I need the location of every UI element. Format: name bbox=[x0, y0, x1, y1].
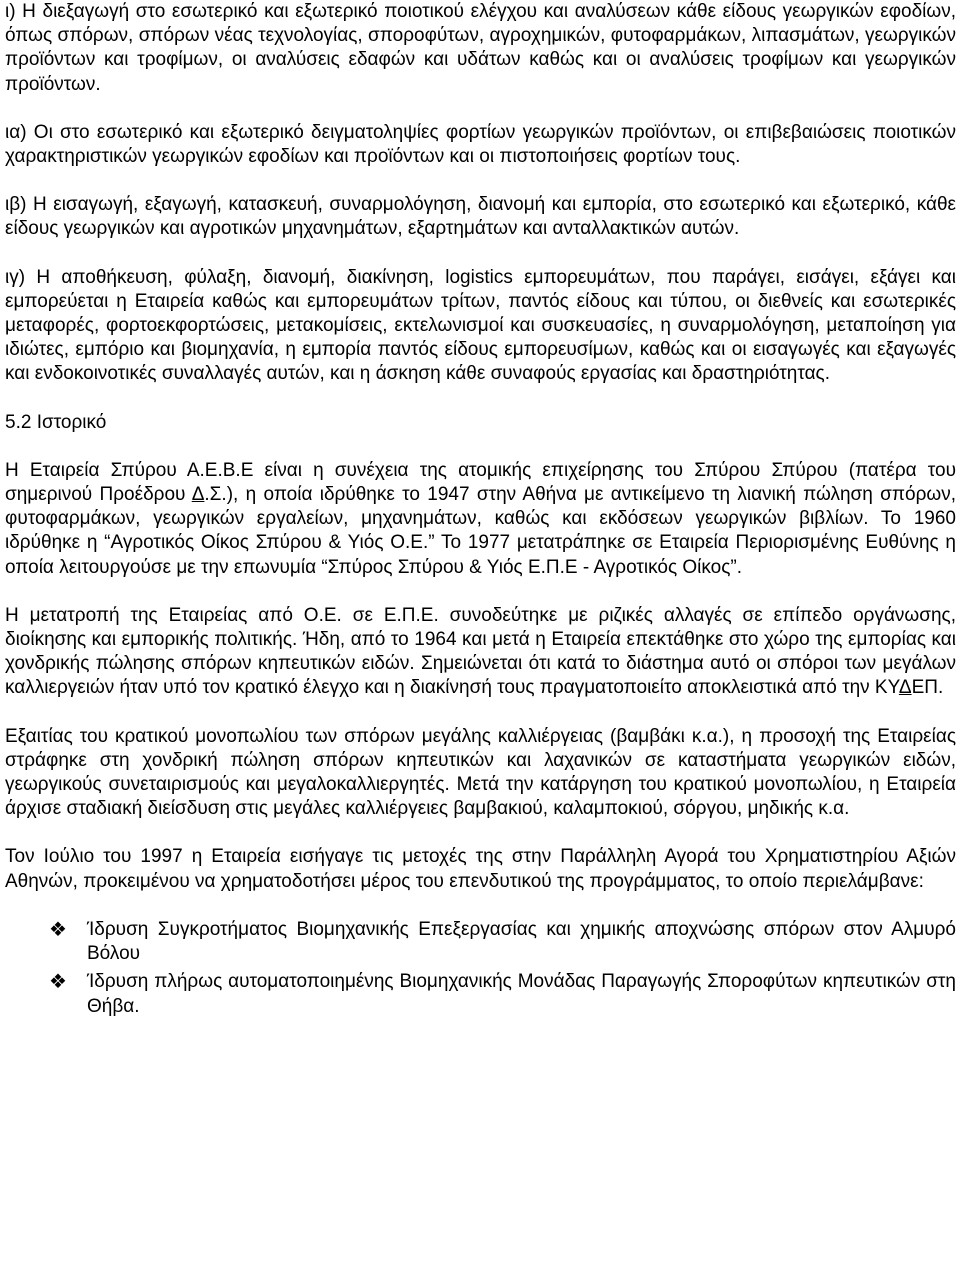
bullet-list bbox=[5, 918, 956, 1019]
history-paragraph-3: Εξαιτίας του κρατικού μονοπωλίου των σπόρων μεγάλης καλλιέργειας (βαμβάκι κ.α.), η προσοχή της Εταιρείας στράφηκε στη χονδρική πώληση σπόρων κηπευτικών και λαχανικών σε καταστήματα γεωργικών ειδών, γεωργικούς συνεταιρισμούς και μεγαλοκαλλιεργητές. Μετά την κατάργηση του κρατικού μονοπωλίου, η Εταιρεία άρχισε σταδιακή διείσδυση στις μεγάλες καλλιέργειες βαμβακιού, καλαμποκιού, σόργου, μηδικής κ.α. bbox=[5, 725, 956, 820]
section-heading-history: 5.2 Ιστορικό bbox=[5, 411, 107, 433]
list-item bbox=[5, 918, 956, 966]
diamond-bullet-icon: ❖ bbox=[49, 971, 67, 994]
paragraph-ib: ιβ) Η εισαγωγή, εξαγωγή, κατασκευή, συναρμολόγηση, διανομή και εμπορία, στο εσωτερικό και εξωτερικό, κάθε είδους γεωργικών και αγροτικών μηχανημάτων, εξαρτημάτων και ανταλλακτικών αυτών. bbox=[5, 194, 956, 240]
document-page bbox=[5, 0, 956, 1023]
paragraph-ia: ια) Οι στο εσωτερικό και εξωτερικό δειγματοληψίες φορτίων γεωργικών προϊόντων, οι επιβεβαιώσεις ποιοτικών χαρακτηριστικών γεωργικών εφοδίων και προϊόντων και οι πιστοποιήσεις φορτίων τους. bbox=[5, 121, 956, 168]
history-p1-text-b: .Σ.), η οποία ιδρύθηκε το 1947 στην Αθήνα με αντικείμενο τη λιανική πώληση σπόρων, φυτοφαρμάκων, γεωργικών εργαλείων, μηχανημάτων, καθώς και εκδόσεων γεωργικών βιβλίων. Το 1960 ιδρύθηκε η “Αγροτικός Οίκος Σπύρου & Υιός Ο.Ε.” Το 1977 μετατράπηκε σε Εταιρεία Περιορισμένης Ευθύνης η οποία λειτουργούσε με την επωνυμία “Σπύρος Σπύρου & Υιός Ε.Π.Ε - Αγροτικός Οίκος”. bbox=[5, 484, 956, 578]
list-item bbox=[5, 970, 956, 1018]
diamond-bullet-icon: ❖ bbox=[49, 918, 67, 941]
history-p2-text-b: ΕΠ. bbox=[911, 677, 944, 699]
history-p1-underlined-letter: Δ bbox=[191, 484, 205, 506]
history-paragraph-2 bbox=[5, 604, 956, 701]
history-p2-underlined-letter: Δ bbox=[898, 677, 912, 699]
history-paragraph-4: Τον Ιούλιο του 1997 η Εταιρεία εισήγαγε τις μετοχές της στην Παράλληλη Αγορά του Χρηματιστηρίου Αξιών Αθηνών, προκειμένου να χρηματοδοτήσει μέρος του επενδυτικού της προγράμματος, το οποίο περιελάμβανε: bbox=[5, 846, 956, 892]
list-item-text: Ίδρυση Συγκροτήματος Βιομηχανικής Επεξεργασίας και χημικής αποχνώσης σπόρων στον Αλμυρό Βόλου bbox=[87, 918, 956, 965]
history-paragraph-1 bbox=[5, 459, 956, 580]
history-p2-text-a: Η μετατροπή της Εταιρείας από Ο.Ε. σε Ε.Π.Ε. συνοδεύτηκε με ριζικές αλλαγές σε επίπεδο οργάνωσης, διοίκησης και εμπορικής πολιτικής. Ήδη, από το 1964 και μετά η Εταιρεία επεκτάθηκε στο χώρο της εμπορίας και χονδρικής πώλησης σπόρων κηπευτικών ειδών. Σημειώνεται ότι κατά το διάστημα αυτό οι σπόροι των μεγάλων καλλιεργειών ήταν υπό τον κρατικό έλεγχο και η διακίνησή τους πραγματοποιείτο αποκλειστικά από την ΚΥ bbox=[5, 604, 956, 699]
history-p1-text-a: Η Εταιρεία Σπύρου Α.Ε.Β.Ε είναι η συνέχεια της ατομικής επιχείρησης του Σπύρου Σπύρου (πατέρα του σημερινού Προέδρου bbox=[5, 459, 956, 506]
paragraph-ig: ιγ) Η αποθήκευση, φύλαξη, διανομή, διακίνηση, logistics εμπορευμάτων, που παράγει, εισάγει, εξάγει και εμπορεύεται η Εταιρεία καθώς και εμπορευμάτων τρίτων, παντός είδους και τύπου, οι διεθνείς και εσωτερικές μεταφορές, φορτοεκφορτώσεις, μετακομίσεις, εκτελωνισμοί και συσκευασίες, η συναρμολόγηση, μεταποίηση για ιδιώτες, εμπόριο και βιομηχανία, η εμπορία παντός είδους εμπορευσίμων, καθώς και οι εισαγωγές και εξαγωγές και ενδοκοινοτικές συναλλαγές αυτών, και η άσκηση κάθε συναφούς εργασίας και δραστηριότητας. bbox=[5, 266, 956, 385]
paragraph-i: ι) Η διεξαγωγή στο εσωτερικό και εξωτερικό ποιοτικού ελέγχου και αναλύσεων κάθε είδους γεωργικών εφοδίων, όπως σπόρων, σπόρων νέας τεχνολογίας, σποροφύτων, αγροχημικών, φυτοφαρμάκων, λιπασμάτων, γεωργικών προϊόντων και τροφίμων, οι αναλύσεις εδαφών και υδάτων καθώς και οι αναλύσεις τροφίμων και γεωργικών προϊόντων. bbox=[5, 1, 956, 95]
list-item-text: Ίδρυση πλήρως αυτοματοποιημένης Βιομηχανικής Μονάδας Παραγωγής Σποροφύτων κηπευτικών στη Θήβα. bbox=[87, 971, 956, 1017]
